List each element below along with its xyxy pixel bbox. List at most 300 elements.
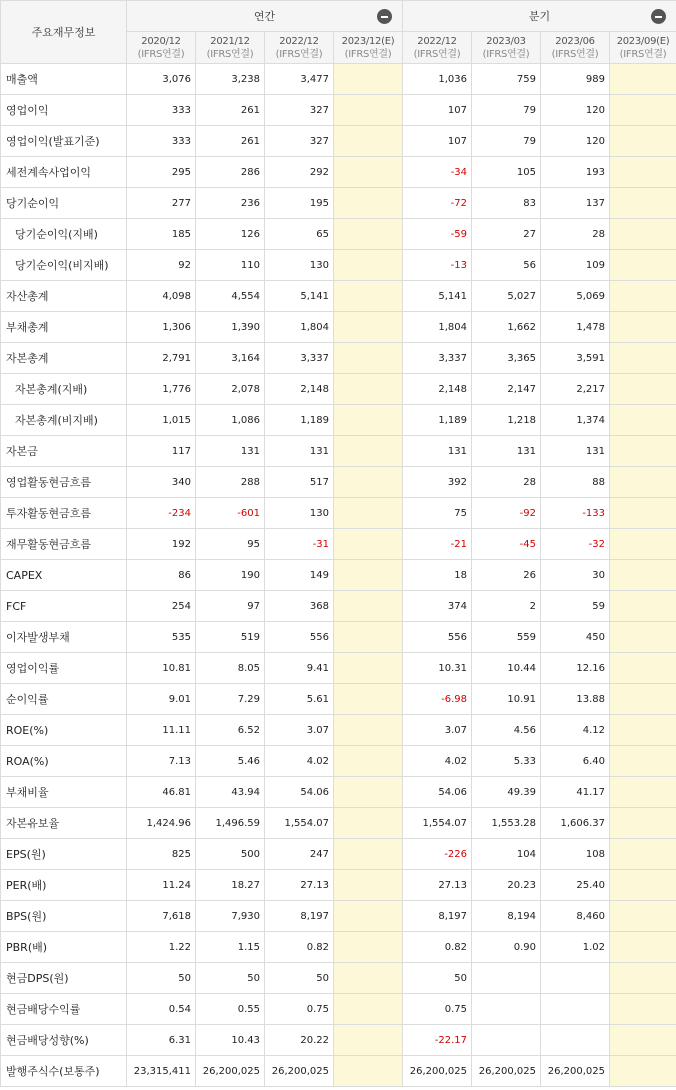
annual-value-cell: 26,200,025 — [265, 1056, 334, 1087]
annual-value-cell — [334, 808, 403, 839]
annual-value-cell — [334, 64, 403, 95]
annual-value-cell: 261 — [196, 126, 265, 157]
annual-value-cell: 9.01 — [127, 684, 196, 715]
annual-value-cell: 7.13 — [127, 746, 196, 777]
quarter-value-cell: 131 — [472, 436, 541, 467]
row-label: 자산총계 — [1, 281, 127, 312]
quarter-value-cell: 131 — [541, 436, 610, 467]
quarter-value-cell — [610, 870, 676, 901]
annual-value-cell: 519 — [196, 622, 265, 653]
annual-value-cell — [334, 281, 403, 312]
annual-value-cell: 4,554 — [196, 281, 265, 312]
quarter-value-cell: 28 — [541, 219, 610, 250]
quarter-group-label: 분기 — [528, 10, 551, 23]
row-label: 재무활동현금흐름 — [1, 529, 127, 560]
quarter-value-cell: 26,200,025 — [403, 1056, 472, 1087]
table-row — [1, 591, 676, 622]
annual-value-cell: 5,141 — [265, 281, 334, 312]
quarter-value-cell: -21 — [403, 529, 472, 560]
quarter-value-cell: 8,194 — [472, 901, 541, 932]
annual-value-cell: 254 — [127, 591, 196, 622]
quarter-value-cell: 25.40 — [541, 870, 610, 901]
annual-value-cell: 286 — [196, 157, 265, 188]
quarter-value-cell: -72 — [403, 188, 472, 219]
annual-value-cell — [334, 250, 403, 281]
quarter-value-cell: 559 — [472, 622, 541, 653]
row-label: PER(배) — [1, 870, 127, 901]
annual-value-cell: 43.94 — [196, 777, 265, 808]
quarter-value-cell — [610, 746, 676, 777]
quarter-value-cell: 107 — [403, 126, 472, 157]
table-row — [1, 994, 676, 1025]
annual-period-header — [265, 32, 334, 64]
row-label: 투자활동현금흐름 — [1, 498, 127, 529]
row-label: 이자발생부채 — [1, 622, 127, 653]
annual-value-cell: 1,390 — [196, 312, 265, 343]
annual-value-cell: 131 — [196, 436, 265, 467]
quarter-value-cell — [610, 281, 676, 312]
quarter-value-cell: 392 — [403, 467, 472, 498]
quarter-value-cell: 374 — [403, 591, 472, 622]
annual-value-cell — [334, 188, 403, 219]
annual-value-cell — [334, 839, 403, 870]
table-row — [1, 374, 676, 405]
table-row — [1, 250, 676, 281]
row-label: 자본총계(지배) — [1, 374, 127, 405]
period-basis: (IFRS연결) — [275, 48, 323, 60]
annual-value-cell: 130 — [265, 250, 334, 281]
annual-value-cell: 54.06 — [265, 777, 334, 808]
table-row — [1, 746, 676, 777]
annual-period-header — [127, 32, 196, 64]
annual-value-cell: 5.61 — [265, 684, 334, 715]
row-label: 매출액 — [1, 64, 127, 95]
quarter-value-cell: 5.33 — [472, 746, 541, 777]
annual-value-cell: 247 — [265, 839, 334, 870]
quarter-value-cell — [541, 1025, 610, 1056]
table-row — [1, 126, 676, 157]
quarter-value-cell — [610, 188, 676, 219]
quarter-value-cell: 88 — [541, 467, 610, 498]
table-row — [1, 932, 676, 963]
table-row — [1, 684, 676, 715]
quarter-value-cell: 49.39 — [472, 777, 541, 808]
period-date: 2022/12 — [279, 35, 319, 47]
annual-value-cell: 327 — [265, 95, 334, 126]
table-row — [1, 653, 676, 684]
quarter-value-cell: 137 — [541, 188, 610, 219]
quarter-value-cell: 556 — [403, 622, 472, 653]
quarter-value-cell: 1,189 — [403, 405, 472, 436]
quarter-value-cell: 120 — [541, 95, 610, 126]
quarter-value-cell: 27 — [472, 219, 541, 250]
annual-value-cell: 7,618 — [127, 901, 196, 932]
table-row — [1, 1025, 676, 1056]
row-label: 세전계속사업이익 — [1, 157, 127, 188]
annual-value-cell: -601 — [196, 498, 265, 529]
annual-value-cell: 92 — [127, 250, 196, 281]
quarter-value-cell: 41.17 — [541, 777, 610, 808]
annual-value-cell — [334, 1025, 403, 1056]
quarter-value-cell: 1,374 — [541, 405, 610, 436]
period-date: 2023/12(E) — [341, 35, 395, 47]
quarter-value-cell: 105 — [472, 157, 541, 188]
annual-value-cell: 50 — [265, 963, 334, 994]
table-row — [1, 219, 676, 250]
table-row — [1, 560, 676, 591]
annual-group-label: 연간 — [253, 10, 276, 23]
quarter-period-header — [403, 32, 472, 64]
annual-value-cell: 1,776 — [127, 374, 196, 405]
quarter-value-cell — [610, 374, 676, 405]
quarter-value-cell — [610, 653, 676, 684]
row-label: 당기순이익(비지배) — [1, 250, 127, 281]
quarter-group-header — [403, 1, 676, 32]
quarter-value-cell: -226 — [403, 839, 472, 870]
quarter-value-cell: 193 — [541, 157, 610, 188]
annual-value-cell: 131 — [265, 436, 334, 467]
quarter-value-cell: 120 — [541, 126, 610, 157]
quarter-value-cell: 4.12 — [541, 715, 610, 746]
annual-value-cell: 0.55 — [196, 994, 265, 1025]
annual-value-cell: 295 — [127, 157, 196, 188]
quarter-value-cell: 450 — [541, 622, 610, 653]
quarter-value-cell — [472, 1025, 541, 1056]
annual-value-cell: 327 — [265, 126, 334, 157]
quarter-value-cell: -22.17 — [403, 1025, 472, 1056]
table-row — [1, 870, 676, 901]
annual-value-cell: 3,076 — [127, 64, 196, 95]
quarter-value-cell: 28 — [472, 467, 541, 498]
annual-value-cell — [334, 343, 403, 374]
row-label: ROE(%) — [1, 715, 127, 746]
period-basis: (IFRS연결) — [551, 48, 599, 60]
quarter-value-cell: 10.31 — [403, 653, 472, 684]
annual-value-cell: 0.75 — [265, 994, 334, 1025]
period-basis: (IFRS연결) — [482, 48, 530, 60]
quarter-value-cell: 75 — [403, 498, 472, 529]
period-date: 2021/12 — [210, 35, 250, 47]
quarter-value-cell: 2,147 — [472, 374, 541, 405]
annual-value-cell: 2,791 — [127, 343, 196, 374]
table-row — [1, 64, 676, 95]
annual-value-cell: 192 — [127, 529, 196, 560]
annual-value-cell: 126 — [196, 219, 265, 250]
table-row — [1, 529, 676, 560]
quarter-value-cell — [610, 126, 676, 157]
annual-value-cell — [334, 901, 403, 932]
annual-value-cell — [334, 405, 403, 436]
quarter-value-cell — [610, 312, 676, 343]
annual-value-cell: 11.24 — [127, 870, 196, 901]
annual-value-cell: 288 — [196, 467, 265, 498]
annual-value-cell: 50 — [127, 963, 196, 994]
row-label: 순이익률 — [1, 684, 127, 715]
table-row — [1, 343, 676, 374]
annual-value-cell — [334, 591, 403, 622]
annual-value-cell: 97 — [196, 591, 265, 622]
annual-value-cell: 0.54 — [127, 994, 196, 1025]
period-date: 2020/12 — [141, 35, 181, 47]
quarter-value-cell: 1,804 — [403, 312, 472, 343]
quarter-value-cell: 10.44 — [472, 653, 541, 684]
annual-value-cell: 110 — [196, 250, 265, 281]
annual-value-cell: 27.13 — [265, 870, 334, 901]
annual-value-cell: 5.46 — [196, 746, 265, 777]
annual-value-cell: 1,424.96 — [127, 808, 196, 839]
annual-value-cell: 2,078 — [196, 374, 265, 405]
quarter-value-cell — [610, 529, 676, 560]
annual-value-cell: 333 — [127, 95, 196, 126]
annual-value-cell: 86 — [127, 560, 196, 591]
table-row — [1, 808, 676, 839]
quarter-value-cell: 5,027 — [472, 281, 541, 312]
annual-value-cell: 20.22 — [265, 1025, 334, 1056]
quarter-period-header — [610, 32, 676, 64]
period-basis: (IFRS연결) — [137, 48, 185, 60]
quarter-period-header — [472, 32, 541, 64]
annual-period-header — [334, 32, 403, 64]
quarter-value-cell: 20.23 — [472, 870, 541, 901]
annual-value-cell: 500 — [196, 839, 265, 870]
annual-value-cell — [334, 219, 403, 250]
row-label: 현금배당성향(%) — [1, 1025, 127, 1056]
annual-value-cell: 23,315,411 — [127, 1056, 196, 1087]
quarter-value-cell: 26 — [472, 560, 541, 591]
quarter-value-cell: 1,662 — [472, 312, 541, 343]
row-label: 발행주식수(보통주) — [1, 1056, 127, 1087]
period-basis: (IFRS연결) — [206, 48, 254, 60]
quarter-value-cell — [610, 591, 676, 622]
annual-value-cell: 3,337 — [265, 343, 334, 374]
annual-value-cell: 8,197 — [265, 901, 334, 932]
annual-value-cell: 292 — [265, 157, 334, 188]
row-label: 자본유보율 — [1, 808, 127, 839]
annual-value-cell: 2,148 — [265, 374, 334, 405]
annual-value-cell — [334, 498, 403, 529]
annual-value-cell: 46.81 — [127, 777, 196, 808]
annual-value-cell: 1,554.07 — [265, 808, 334, 839]
quarter-collapse-icon[interactable] — [651, 9, 666, 24]
annual-value-cell: 6.52 — [196, 715, 265, 746]
period-basis: (IFRS연결) — [413, 48, 461, 60]
annual-value-cell — [334, 746, 403, 777]
quarter-value-cell — [610, 560, 676, 591]
annual-value-cell: 1,306 — [127, 312, 196, 343]
annual-value-cell — [334, 653, 403, 684]
quarter-value-cell: -133 — [541, 498, 610, 529]
table-row — [1, 312, 676, 343]
table-row — [1, 901, 676, 932]
quarter-value-cell: 1,606.37 — [541, 808, 610, 839]
annual-value-cell: 130 — [265, 498, 334, 529]
quarter-value-cell — [610, 808, 676, 839]
annual-value-cell: -234 — [127, 498, 196, 529]
quarter-period-header — [541, 32, 610, 64]
annual-value-cell: 1.22 — [127, 932, 196, 963]
row-label: CAPEX — [1, 560, 127, 591]
row-label: ROA(%) — [1, 746, 127, 777]
table-row — [1, 95, 676, 126]
period-date: 2023/03 — [486, 35, 526, 47]
quarter-value-cell — [610, 467, 676, 498]
quarter-value-cell: 26,200,025 — [472, 1056, 541, 1087]
row-label: FCF — [1, 591, 127, 622]
annual-value-cell — [334, 870, 403, 901]
quarter-value-cell: 2,217 — [541, 374, 610, 405]
annual-value-cell: 18.27 — [196, 870, 265, 901]
period-date: 2023/09(E) — [616, 35, 670, 47]
period-date: 2022/12 — [417, 35, 457, 47]
annual-value-cell: 3,477 — [265, 64, 334, 95]
annual-value-cell: 10.81 — [127, 653, 196, 684]
quarter-value-cell: 10.91 — [472, 684, 541, 715]
quarter-value-cell: 12.16 — [541, 653, 610, 684]
annual-value-cell: 9.41 — [265, 653, 334, 684]
quarter-value-cell: 131 — [403, 436, 472, 467]
annual-value-cell: 10.43 — [196, 1025, 265, 1056]
annual-value-cell — [334, 715, 403, 746]
quarter-value-cell: 26,200,025 — [541, 1056, 610, 1087]
annual-value-cell: 4.02 — [265, 746, 334, 777]
quarter-value-cell: 3,337 — [403, 343, 472, 374]
quarter-value-cell — [610, 932, 676, 963]
annual-period-header — [196, 32, 265, 64]
row-label: BPS(원) — [1, 901, 127, 932]
annual-value-cell: 3.07 — [265, 715, 334, 746]
annual-value-cell: 11.11 — [127, 715, 196, 746]
table-row — [1, 157, 676, 188]
annual-value-cell: 195 — [265, 188, 334, 219]
annual-value-cell — [334, 622, 403, 653]
row-label: 영업이익(발표기준) — [1, 126, 127, 157]
quarter-value-cell: -92 — [472, 498, 541, 529]
quarter-value-cell: 83 — [472, 188, 541, 219]
quarter-value-cell: 109 — [541, 250, 610, 281]
quarter-value-cell — [610, 343, 676, 374]
annual-value-cell: 50 — [196, 963, 265, 994]
quarter-value-cell: 1,036 — [403, 64, 472, 95]
quarter-value-cell: 0.75 — [403, 994, 472, 1025]
quarter-value-cell: 50 — [403, 963, 472, 994]
annual-value-cell: 6.31 — [127, 1025, 196, 1056]
quarter-value-cell: 3.07 — [403, 715, 472, 746]
quarter-value-cell: 107 — [403, 95, 472, 126]
annual-value-cell: 1,189 — [265, 405, 334, 436]
quarter-value-cell: 1,553.28 — [472, 808, 541, 839]
row-label: EPS(원) — [1, 839, 127, 870]
annual-value-cell: 95 — [196, 529, 265, 560]
annual-value-cell: 517 — [265, 467, 334, 498]
quarter-value-cell — [610, 901, 676, 932]
row-label: 영업활동현금흐름 — [1, 467, 127, 498]
annual-value-cell: 3,238 — [196, 64, 265, 95]
quarter-value-cell — [610, 715, 676, 746]
annual-value-cell: 0.82 — [265, 932, 334, 963]
period-basis: (IFRS연결) — [619, 48, 667, 60]
row-label: 영업이익 — [1, 95, 127, 126]
quarter-value-cell — [610, 405, 676, 436]
annual-value-cell: 333 — [127, 126, 196, 157]
quarter-value-cell — [610, 95, 676, 126]
annual-value-cell: 1,086 — [196, 405, 265, 436]
row-label: 자본총계 — [1, 343, 127, 374]
quarter-value-cell: 4.02 — [403, 746, 472, 777]
quarter-value-cell: 18 — [403, 560, 472, 591]
annual-value-cell: 1,015 — [127, 405, 196, 436]
quarter-value-cell — [610, 250, 676, 281]
annual-value-cell: 65 — [265, 219, 334, 250]
annual-value-cell — [334, 684, 403, 715]
quarter-value-cell — [610, 839, 676, 870]
table-row — [1, 715, 676, 746]
annual-value-cell — [334, 994, 403, 1025]
quarter-value-cell — [541, 963, 610, 994]
quarter-value-cell: 8,197 — [403, 901, 472, 932]
quarter-value-cell: -59 — [403, 219, 472, 250]
quarter-value-cell: 79 — [472, 95, 541, 126]
quarter-value-cell: 4.56 — [472, 715, 541, 746]
annual-value-cell: -31 — [265, 529, 334, 560]
annual-value-cell: 8.05 — [196, 653, 265, 684]
annual-value-cell — [334, 560, 403, 591]
quarter-value-cell — [472, 963, 541, 994]
quarter-value-cell: 8,460 — [541, 901, 610, 932]
quarter-value-cell — [472, 994, 541, 1025]
quarter-value-cell — [610, 1025, 676, 1056]
annual-value-cell — [334, 374, 403, 405]
quarter-value-cell — [610, 622, 676, 653]
quarter-value-cell — [610, 963, 676, 994]
quarter-value-cell — [541, 994, 610, 1025]
annual-value-cell — [334, 157, 403, 188]
quarter-value-cell: 2 — [472, 591, 541, 622]
annual-value-cell — [334, 126, 403, 157]
row-label: 부채총계 — [1, 312, 127, 343]
annual-value-cell: 261 — [196, 95, 265, 126]
annual-value-cell: 190 — [196, 560, 265, 591]
quarter-value-cell — [610, 498, 676, 529]
annual-value-cell: 368 — [265, 591, 334, 622]
annual-value-cell — [334, 777, 403, 808]
annual-value-cell: 26,200,025 — [196, 1056, 265, 1087]
annual-value-cell: 7,930 — [196, 901, 265, 932]
annual-collapse-icon[interactable] — [377, 9, 392, 24]
row-label: 당기순이익(지배) — [1, 219, 127, 250]
quarter-value-cell: 0.90 — [472, 932, 541, 963]
annual-value-cell: 277 — [127, 188, 196, 219]
quarter-value-cell: 1,478 — [541, 312, 610, 343]
annual-value-cell: 535 — [127, 622, 196, 653]
annual-value-cell — [334, 932, 403, 963]
quarter-value-cell — [610, 219, 676, 250]
row-label: 현금DPS(원) — [1, 963, 127, 994]
row-label: 자본총계(비지배) — [1, 405, 127, 436]
quarter-value-cell: 1,554.07 — [403, 808, 472, 839]
quarter-value-cell: 6.40 — [541, 746, 610, 777]
annual-value-cell: 185 — [127, 219, 196, 250]
annual-value-cell: 1.15 — [196, 932, 265, 963]
quarter-value-cell: 3,591 — [541, 343, 610, 374]
annual-value-cell: 236 — [196, 188, 265, 219]
table-row — [1, 777, 676, 808]
table-row — [1, 963, 676, 994]
quarter-value-cell — [610, 1056, 676, 1087]
quarter-value-cell: 759 — [472, 64, 541, 95]
quarter-value-cell: 3,365 — [472, 343, 541, 374]
annual-value-cell — [334, 436, 403, 467]
quarter-value-cell: 54.06 — [403, 777, 472, 808]
